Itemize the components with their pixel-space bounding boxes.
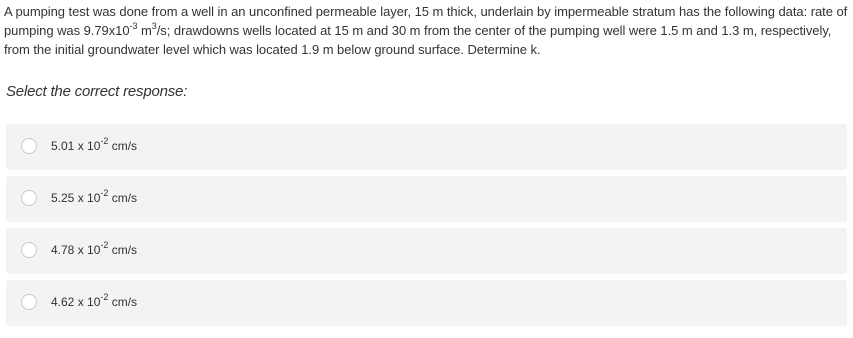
option-exponent: -2 [100,240,109,250]
radio-button-icon[interactable] [21,138,37,154]
answer-option-label [51,136,138,153]
answer-option-label [51,292,138,309]
answer-option-label [51,188,138,205]
option-mantissa: 4.62 x 10 [51,295,101,309]
option-exponent: -2 [100,136,109,146]
question-part-3: /s; drawdowns wells located at 15 m and 30 m from the center of the pumping well were 1.5 m and 1.3 m, respectively, from the initial groundwater level which was located 1.9 m below ground surface. Determine k. [4,23,832,57]
question-exponent-2: 3 [151,20,157,31]
question-part-1: A pumping test was done from a well in an unconfined permeable layer, 15 m thick, underlain by impermeable stratum has the following data: rate of pumping was 9.79x10 [4,4,848,38]
option-mantissa: 5.25 x 10 [51,191,101,205]
response-prompt: Select the correct response: [6,83,188,100]
answer-option-label [51,240,138,257]
answer-option-1[interactable] [6,124,847,170]
question-text [4,2,849,59]
answer-options [6,124,847,332]
option-exponent: -2 [100,188,109,198]
option-unit: cm/s [108,139,138,153]
option-unit: cm/s [108,243,138,257]
option-mantissa: 4.78 x 10 [51,243,101,257]
option-unit: cm/s [108,295,138,309]
radio-button-icon[interactable] [21,190,37,206]
question-exponent-1: -3 [129,20,138,31]
option-exponent: -2 [100,292,109,302]
answer-option-2[interactable] [6,176,847,222]
radio-button-icon[interactable] [21,242,37,258]
option-unit: cm/s [108,191,138,205]
option-mantissa: 5.01 x 10 [51,139,101,153]
question-part-2: m [137,23,152,38]
answer-option-4[interactable] [6,280,847,326]
radio-button-icon[interactable] [21,294,37,310]
answer-option-3[interactable] [6,228,847,274]
